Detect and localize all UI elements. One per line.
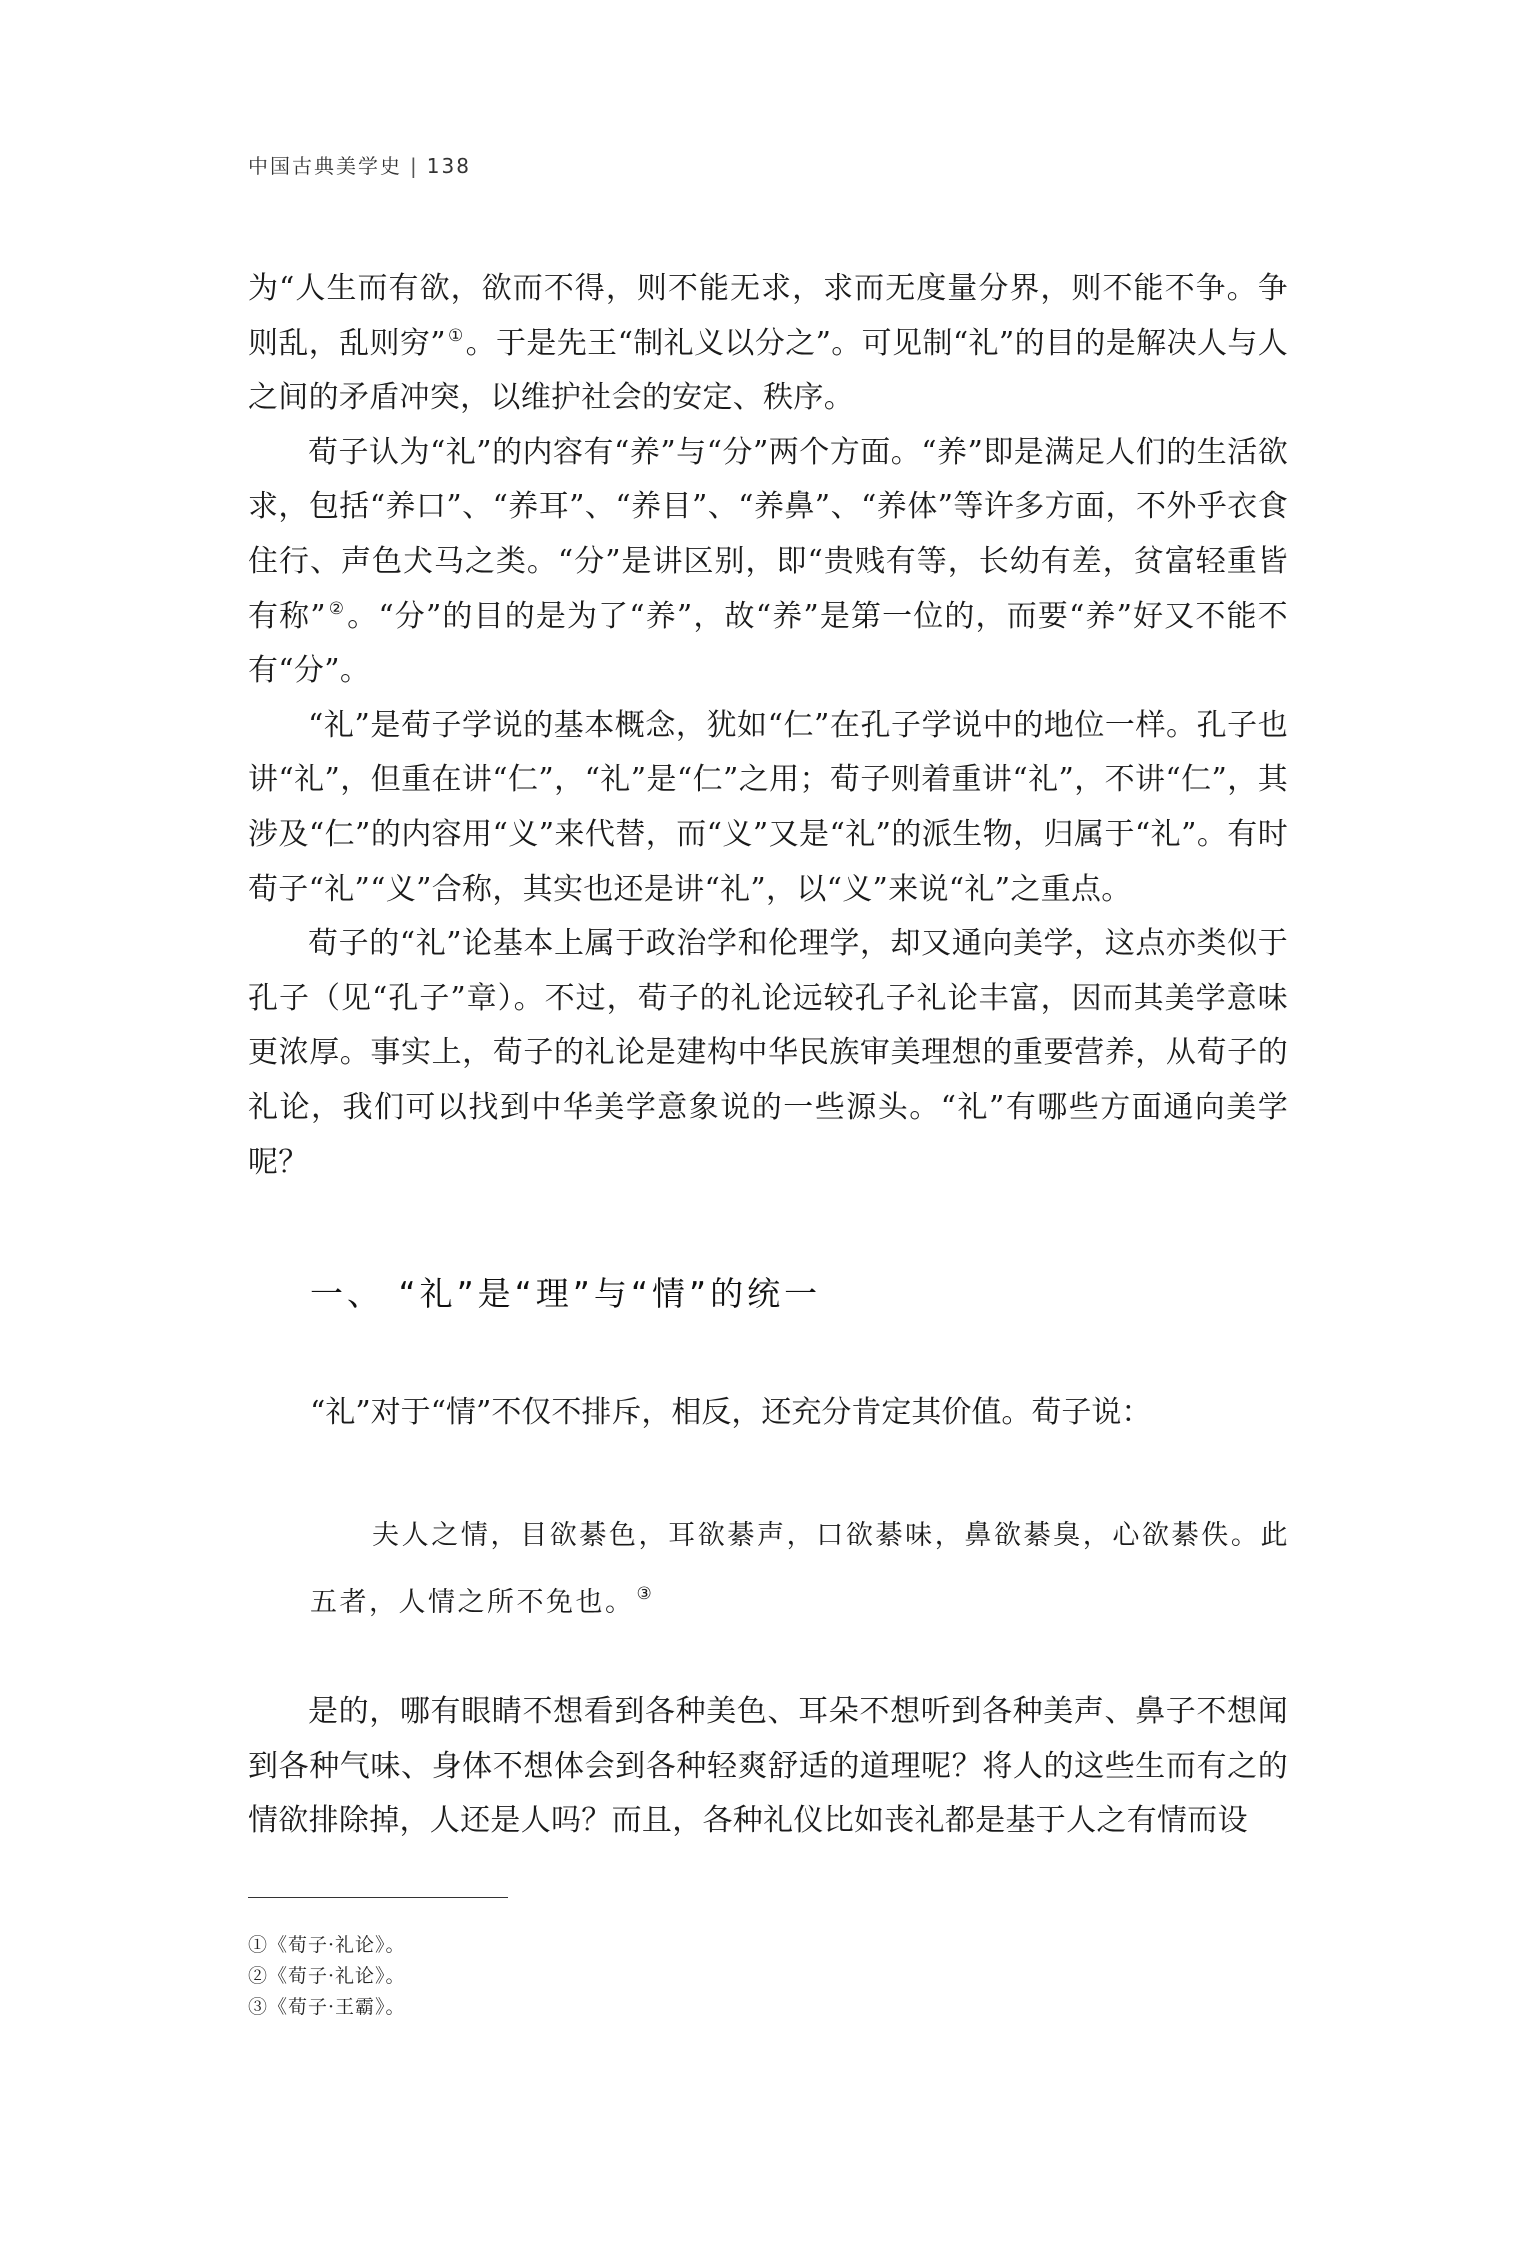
paragraph-li-concept: “礼”是荀子学说的基本概念，犹如“仁”在孔子学说中的地位一样。孔子也讲“礼”，但重在讲“仁”，“礼”是“仁”之用；荀子则着重讲“礼”，不讲“仁”，其涉及“仁”的内容用“义”来代替，而“义”又是“礼”的派生物，归属于“礼”。有时荀子“礼”“义”合称，其实也还是讲“礼”，以“义”来说“礼”之重点。 bbox=[248, 707, 1288, 907]
section-heading: 一、 “礼”是“理”与“情”的统一 bbox=[310, 1274, 822, 1313]
quote-text bbox=[310, 1502, 1290, 1636]
header-separator: | bbox=[410, 154, 419, 178]
closing-text-block bbox=[248, 1685, 1288, 1849]
footnote-3: ③《荀子·王霸》。 bbox=[248, 1996, 406, 2018]
quote-body: 夫人之情，目欲綦色，耳欲綦声，口欲綦味，鼻欲綦臭，心欲綦佚。此五者，人情之所不免也。 bbox=[310, 1520, 1290, 1618]
paragraph-text: 。“分”的目的是为了“养”，故“养”是第一位的，而要“养”好又不能不有“分”。 bbox=[248, 598, 1288, 689]
running-header bbox=[248, 150, 471, 179]
paragraph-li-aesthetics: 荀子的“礼”论基本上属于政治学和伦理学，却又通向美学，这点亦类似于孔子（见“孔子”章）。不过，荀子的礼论远较孔子礼论丰富，因而其美学意味更浓厚。事实上，荀子的礼论是建构中华民族审美理想的重要营养，从荀子的礼论，我们可以找到中华美学意象说的一些源头。“礼”有哪些方面通向美学呢？ bbox=[248, 926, 1288, 1180]
paragraph-continuation bbox=[248, 262, 1288, 426]
paragraph-text: 为“人生而有欲，欲而不得，则不能无求，求而无度量分界，则不能不争。争则乱，乱则穷” bbox=[248, 271, 1288, 361]
section-lead-text: “礼”对于“情”不仅不排斥，相反，还充分肯定其价值。荀子说： bbox=[310, 1395, 1152, 1430]
page-number: 138 bbox=[426, 154, 471, 178]
paragraph-text: 。于是先王“制礼义以分之”。可见制“礼”的目的是解决人与人之间的矛盾冲突，以维护社会的安定、秩序。 bbox=[248, 325, 1289, 416]
footnotes bbox=[248, 1930, 406, 2023]
paragraph-yang-fen bbox=[248, 426, 1288, 699]
paragraph-emotions: 是的，哪有眼睛不想看到各种美色、耳朵不想听到各种美声、鼻子不想闻到各种气味、身体不想体会到各种轻爽舒适的道理呢？将人的这些生而有之的情欲排除掉，人还是人吗？而且，各种礼仪比如丧礼都是基于人之有情而设 bbox=[248, 1694, 1288, 1839]
paragraph-text: 荀子认为“礼”的内容有“养”与“分”两个方面。“养”即是满足人们的生活欲求，包括“养口”、“养耳”、“养目”、“养鼻”、“养体”等许多方面，不外乎衣食住行、声色犬马之类。“分”是讲区别，即“贵贱有等，长幼有差，贫富轻重皆有称” bbox=[248, 434, 1288, 634]
footnote-divider bbox=[248, 1897, 508, 1898]
footnote-ref-3: ③ bbox=[636, 1584, 655, 1604]
footnote-2: ②《荀子·礼论》。 bbox=[248, 1965, 406, 1987]
footnote-1: ①《荀子·礼论》。 bbox=[248, 1934, 406, 1956]
block-quote bbox=[310, 1502, 1290, 1636]
book-title: 中国古典美学史 bbox=[248, 154, 402, 178]
footnote-ref-1: ① bbox=[447, 325, 464, 346]
footnote-ref-2: ② bbox=[327, 598, 346, 619]
opening-text-block bbox=[248, 262, 1288, 1190]
